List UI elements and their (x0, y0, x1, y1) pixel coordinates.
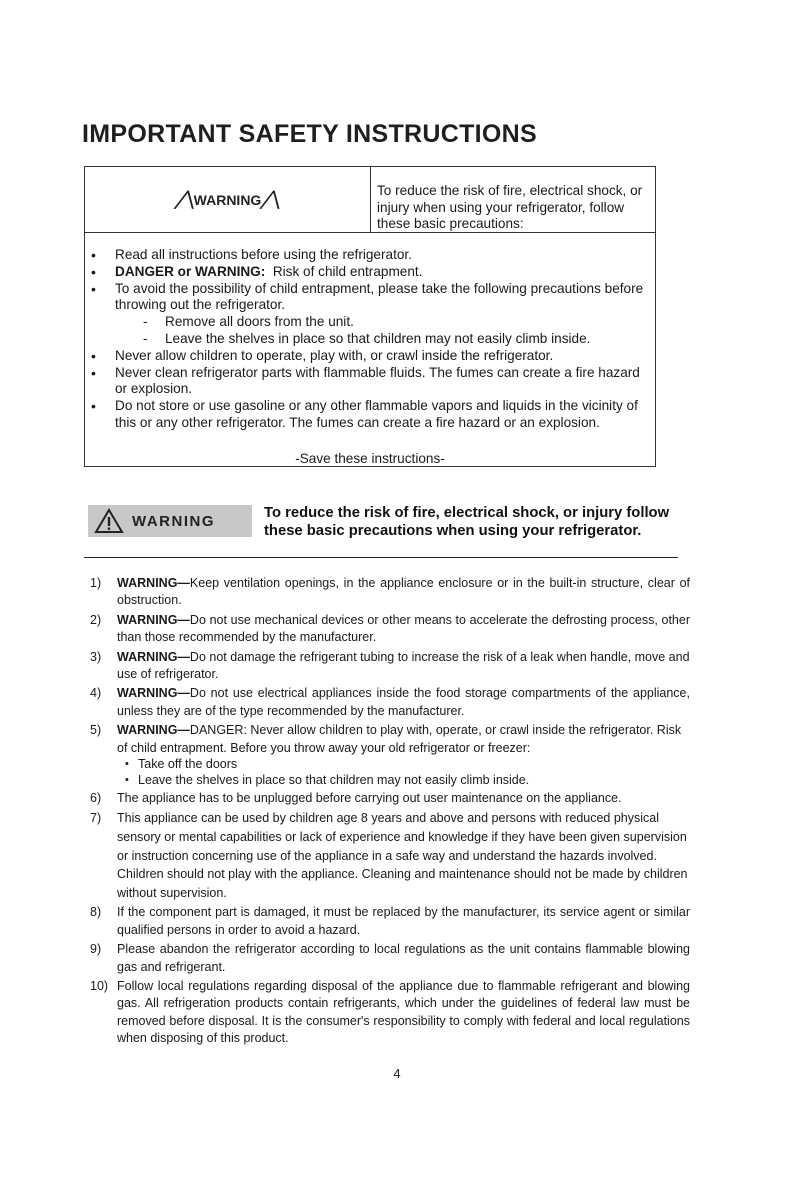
list-item: 3) WARNING—Do not damage the refrigerant tubing to increase the risk of a leak when handle, move and use of refrigerator. (90, 649, 690, 682)
list-item: • Do not store or use gasoline or any other flammable vapors and liquids in the vicinity of this or any other refrigerator. The fumes can create a fire hazard or an explosion. (85, 398, 655, 432)
save-instructions: -Save these instructions- (295, 451, 445, 466)
warning-headline: To reduce the risk of fire, electrical shock, or injury follow these basic precautions when using your refrigerator. (264, 505, 670, 539)
list-item: 6) The appliance has to be unplugged before carrying out user maintenance on the appliance. (90, 791, 622, 806)
page-number: 4 (393, 1066, 401, 1081)
list-subitem: - Leave the shelves in place so that children may not easily climb inside. (85, 331, 655, 348)
list-item: • Never allow children to operate, play with, or crawl inside the refrigerator. (85, 348, 655, 365)
box-bullet-list (85, 247, 655, 432)
page-title: IMPORTANT SAFETY INSTRUCTIONS (82, 120, 538, 148)
list-item: 10) Follow local regulations regarding disposal of the appliance due to flammable refrigerant and blowing gas. All refrigeration products contain refrigerants, which under the guidelines of federal law must be removed before disposal. It is the consumer's responsibility to comply with federal and local regulations when disposing of this product. (90, 979, 690, 1046)
list-item: 2) WARNING—Do not use mechanical devices or other means to accelerate the defrosting process, other than those recommended by the manufacturer. (90, 612, 690, 645)
box-intro: To reduce the risk of fire, electrical shock, or injury when using your refrigerator, follow these basic precautions: (371, 167, 656, 233)
list-item: • Never clean refrigerator parts with flammable fluids. The fumes can create a fire hazard or explosion. (85, 365, 655, 399)
list-item: • To avoid the possibility of child entrapment, please take the following precautions before throwing out the refrigerator. (85, 281, 655, 315)
lightning-icon: ╱╲ (175, 191, 194, 209)
warning-list (90, 575, 690, 1050)
list-item: 7) This appliance can be used by children age 8 years and above and persons with reduced physical sensory or mental capabilities or lack of experience and knowledge if they have been given supervision or instruction concerning use of the appliance in a safe way and understand the hazards involved. Children should not play with the appliance. Cleaning and maintenance should not be made by children without supervision. (90, 811, 688, 900)
danger-lead: DANGER or WARNING: (115, 263, 266, 279)
sub-list (117, 757, 690, 788)
lightning-icon: ╱╲ (261, 191, 280, 209)
list-item: 1) WARNING—Keep ventilation openings, in the appliance enclosure or in the built-in structure, clear of obstruction. (90, 576, 690, 608)
list-item: 9) Please abandon the refrigerator according to local regulations as the unit contains flammable blowing gas and refrigerant. (90, 942, 690, 974)
list-item: 5) WARNING—DANGER: Never allow children to play with, operate, or crawl inside the refrigerator. Risk of child entrapment. Before you throw away your old refrigerator or freezer: • Take off the doors • Leave the shelves in place so that children may not easily climb inside. (90, 722, 690, 788)
list-item: • DANGER or WARNING: Risk of child entrapment. (85, 264, 655, 281)
warning-badge-label: WARNING (132, 512, 215, 530)
divider (84, 557, 678, 558)
warning-triangle-icon (94, 508, 124, 534)
list-subitem: - Remove all doors from the unit. (85, 314, 655, 331)
list-item: • Read all instructions before using the refrigerator. (85, 247, 655, 264)
box-warning-header (85, 167, 371, 233)
box-warning-label: WARNING (193, 191, 262, 208)
warning-badge (88, 505, 252, 537)
list-item: 8) If the component part is damaged, it must be replaced by the manufacturer, its service agent or similar qualified persons in order to avoid a hazard. (90, 905, 690, 937)
sub-list-item: • Leave the shelves in place so that children may not easily climb inside. (117, 773, 690, 789)
list-item: 4) WARNING—Do not use electrical appliances inside the food storage compartments of the appliance, unless they are of the type recommended by the manufacturer. (90, 686, 690, 718)
sub-list-item: • Take off the doors (117, 757, 690, 773)
safety-box (84, 166, 656, 467)
